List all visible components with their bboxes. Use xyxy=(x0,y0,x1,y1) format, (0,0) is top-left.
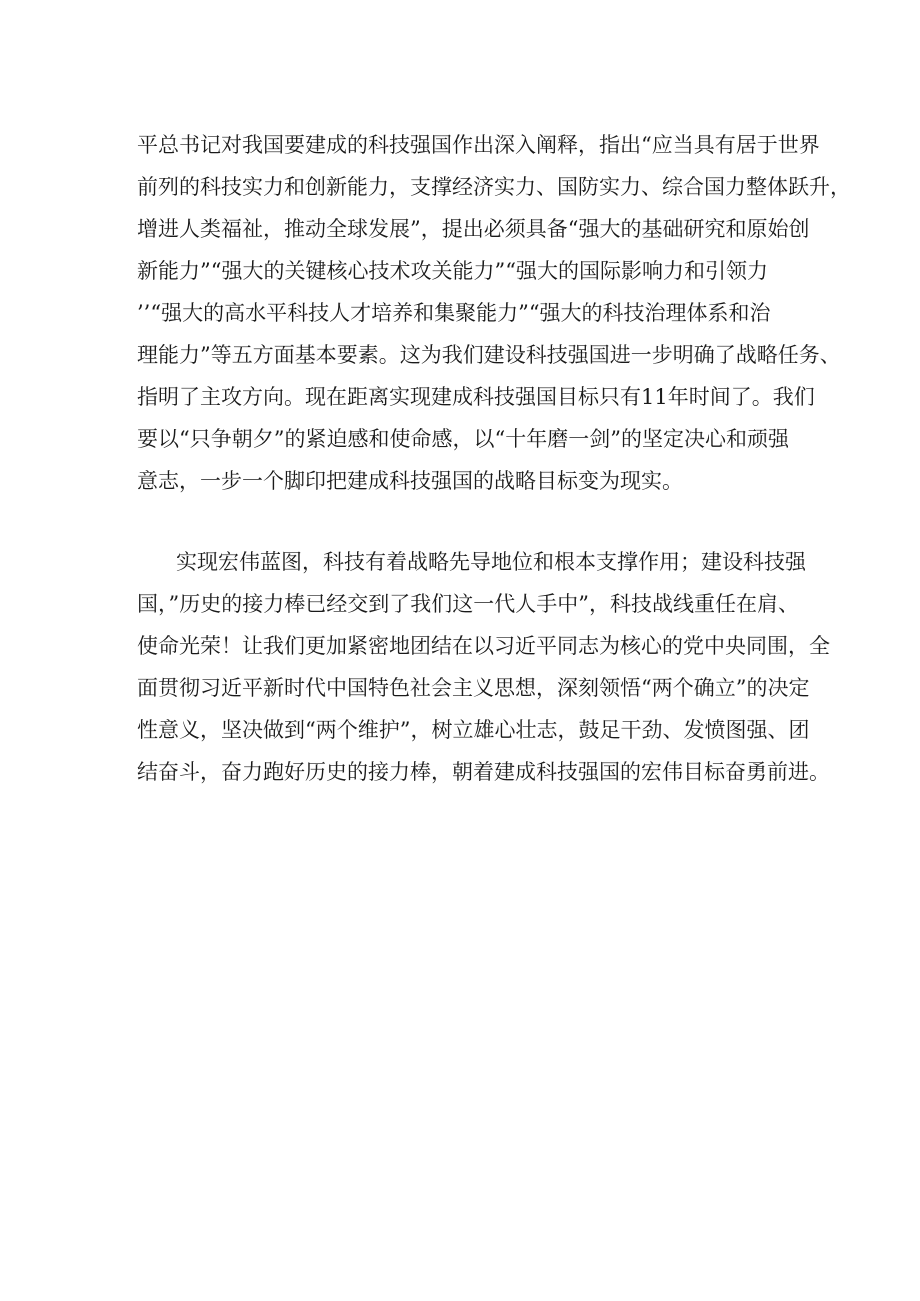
paragraph-2-line-5: 性意义，坚决做到“两个维护”，树立雄心壮志，鼓足干劲、发愤图强、团 xyxy=(137,718,810,742)
paragraph-1-line-5: ’’“强大的高水平科技人才培养和集聚能力”“强大的科技治理体系和治 xyxy=(137,301,771,325)
paragraph-2-line-4: 面贯彻习近平新时代中国特色社会主义思想，深刻领悟“两个确立”的决定 xyxy=(137,676,810,700)
paragraph-1-line-1: 平总书记对我国要建成的科技强国作出深入阐释，指出“应当具有居于世界 xyxy=(137,133,820,157)
paragraph-1-line-8: 要以“只争朝夕”的紧迫感和使命感，以“十年磨一剑”的坚定决心和顽强 xyxy=(137,427,789,451)
paragraph-2-line-3: 使命光荣！让我们更加紧密地团结在以习近平同志为核心的党中央同围，全 xyxy=(137,634,830,658)
paragraph-2-line-6: 结奋斗，奋力跑好历史的接力棒，朝着建成科技强国的宏伟目标奋勇前进。 xyxy=(137,760,830,784)
paragraph-1-line-3: 增进人类福祉，推动全球发展”，提出必须具备“强大的基础研究和原始创 xyxy=(137,217,810,241)
paragraph-1-line-9: 意志，一步一个脚印把建成科技强国的战略目标变为现实。 xyxy=(137,469,683,493)
paragraph-1-line-7: 指明了主攻方向。现在距离实现建成科技强国目标只有11年时间了。我们 xyxy=(137,385,815,409)
paragraph-1-line-2: 前列的科技实力和创新能力，支撑经济实力、国防实力、综合国力整体跃升， xyxy=(137,175,851,199)
paragraph-1-line-4: 新能力”“强大的关键核心技术攻关能力”“强大的国际影响力和引领力 xyxy=(137,259,768,283)
paragraph-1-line-6: 理能力”等五方面基本要素。这为我们建设科技强国进一步明确了战略任务、 xyxy=(137,343,841,367)
paragraph-2-line-2: 国，”历史的接力棒已经交到了我们这一代人手中”，科技战线重任在肩、 xyxy=(137,592,799,616)
paragraph-2-line-1: 实现宏伟蓝图，科技有着战略先导地位和根本支撑作用；建设科技强 xyxy=(176,550,806,574)
